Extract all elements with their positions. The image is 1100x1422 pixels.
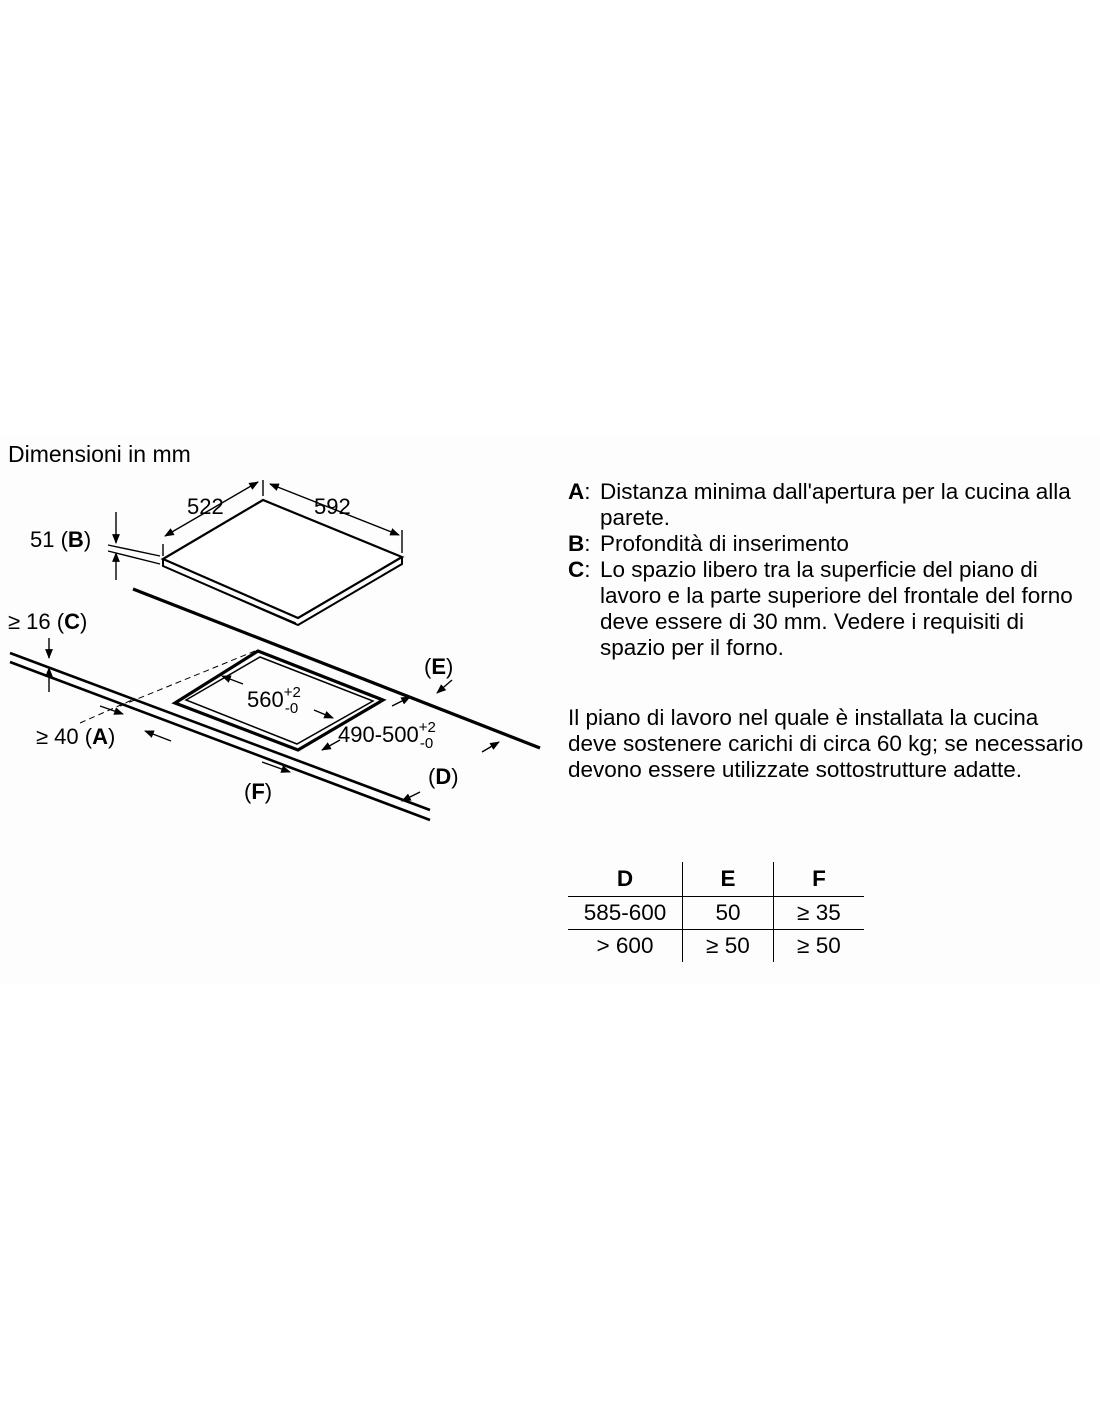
dim-522: 522 (187, 494, 224, 519)
legend-text: Distanza minima dall'apertura per la cucina alla parete. (600, 479, 1071, 530)
table-cell: ≥ 50 (774, 930, 865, 963)
label-c: ≥ 16 (C) (8, 609, 88, 634)
label-b: 51 (B) (30, 527, 92, 552)
diagram-title: Dimensioni in mm (8, 441, 191, 467)
legend-text: Lo spazio libero tra la superficie del piano di lavoro e la parte superiore del frontale del forno deve essere di 30 mm. Vedere i requisiti di spazio per il forno. (600, 557, 1073, 660)
load-note: Il piano di lavoro nel quale è installata la cucina deve sostenere carichi di circa 60 kg; se necessario devono essere utilizzate sottostrutture adatte. (568, 705, 1084, 782)
legend-item-b: B: Profondità di inserimento (568, 531, 849, 556)
table-cell: 585-600 (568, 897, 683, 930)
table-cell: 50 (683, 897, 774, 930)
table-header-row (568, 862, 864, 897)
legend-item-c: C: Lo spazio libero tra la superficie del piano di lavoro e la parte superiore del frontale del forno deve essere di 30 mm. Vedere i requisiti di spazio per il forno. (568, 557, 1088, 661)
table-cell: ≥ 50 (683, 930, 774, 963)
dim-592: 592 (314, 494, 351, 519)
table-cell: ≥ 35 (774, 897, 865, 930)
table-row (568, 930, 864, 963)
installation-diagram (0, 0, 560, 1000)
legend-key: C (568, 557, 585, 582)
label-e: (E) (424, 654, 454, 679)
e-dimension (437, 680, 452, 693)
table-row (568, 897, 864, 930)
table-cell: > 600 (568, 930, 683, 963)
label-f: (F) (244, 779, 273, 804)
legend-text: Profondità di inserimento (600, 531, 849, 556)
legend (568, 479, 1088, 661)
legend-key: B (568, 531, 585, 556)
dim-490-500: $490-500^{+2}$ -0 (338, 719, 436, 752)
dimensions-table (568, 862, 864, 962)
table-header: F (774, 862, 865, 897)
label-d: (D) (428, 764, 459, 789)
legend-key: A (568, 479, 585, 504)
b-dimension (108, 512, 160, 580)
dim-560: $560^{+2}$ -0 (247, 684, 301, 717)
label-a: ≥ 40 (A) (36, 724, 116, 749)
table-header: E (683, 862, 774, 897)
legend-item-a: A: Distanza minima dall'apertura per la cucina alla parete. (568, 479, 1088, 531)
table-header: D (616, 866, 634, 891)
